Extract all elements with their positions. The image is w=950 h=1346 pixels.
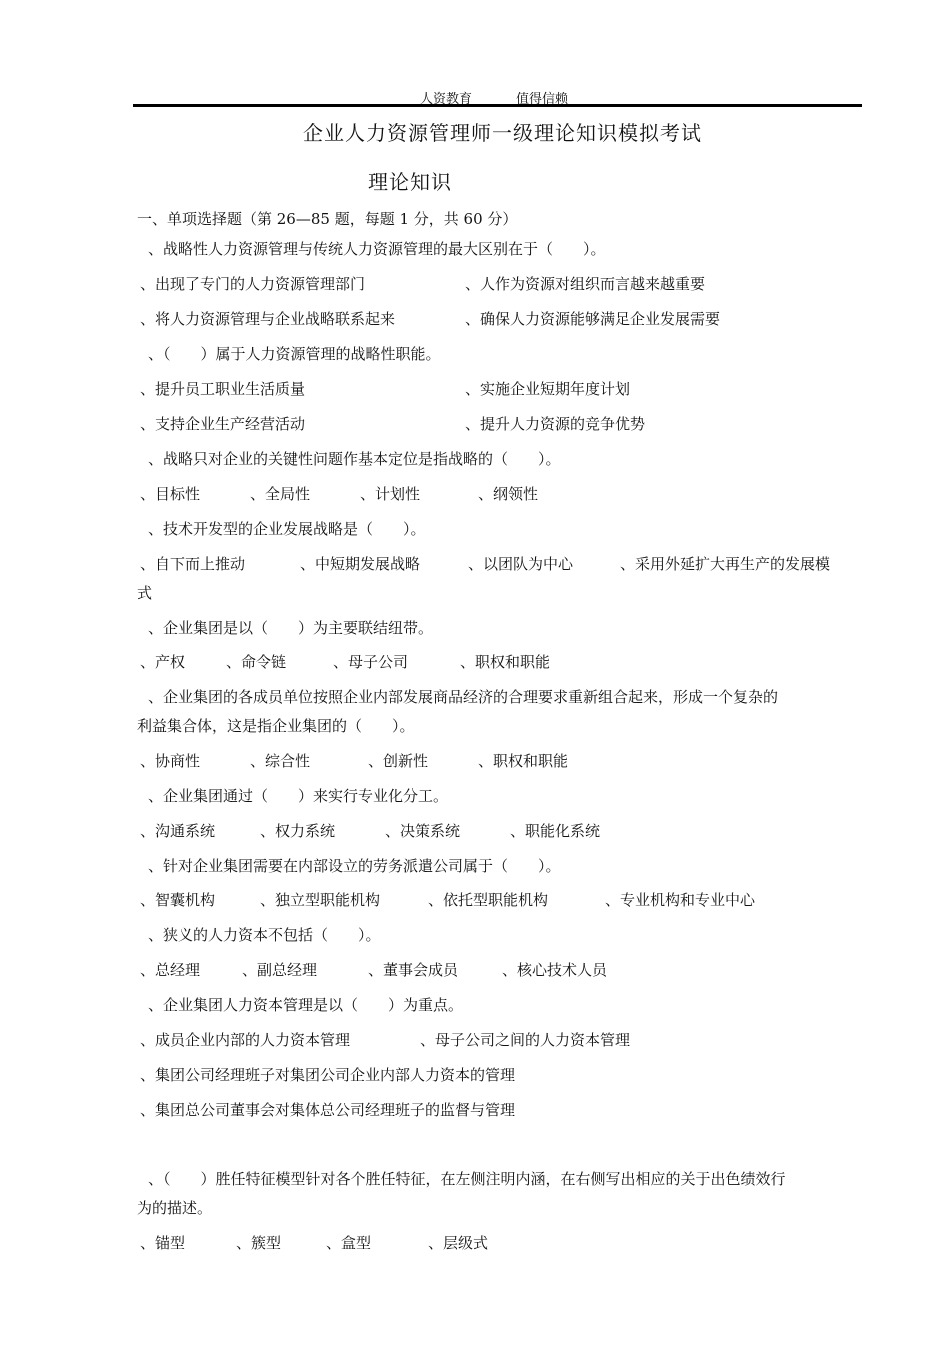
question-stem: 、企业集团的各成员单位按照企业内部发展商品经济的合理要求重新组合起来，形成一个复杂的 [148, 688, 779, 706]
option: 、层级式 [428, 1234, 489, 1252]
option: 、母子公司之间的人力资本管理 [420, 1031, 631, 1049]
header-left: 人资教育 [420, 92, 473, 107]
option: 、母子公司 [333, 653, 409, 671]
option: 、沟通系统 [140, 822, 216, 840]
question-stem: 、企业集团人力资本管理是以（ ）为重点。 [148, 996, 464, 1014]
option: 、集团公司经理班子对集团公司企业内部人力资本的管理 [140, 1066, 516, 1084]
option: 、专业机构和专业中心 [605, 891, 756, 909]
question-stem: 、战略性人力资源管理与传统人力资源管理的最大区别在于（ ）。 [148, 240, 606, 258]
option: 、全局性 [250, 485, 311, 503]
option: 、决策系统 [385, 822, 461, 840]
option: 、成员企业内部的人力资本管理 [140, 1031, 351, 1049]
option: 、自下而上推动 [140, 555, 246, 573]
option: 、以团队为中心 [468, 555, 574, 573]
header-rule [133, 104, 862, 107]
option: 、职能化系统 [510, 822, 601, 840]
option: 、确保人力资源能够满足企业发展需要 [465, 310, 721, 328]
option: 、核心技术人员 [502, 961, 608, 979]
option: 、提升员工职业生活质量 [140, 380, 306, 398]
option: 、锚型 [140, 1234, 186, 1252]
option-wrap: 式 [137, 584, 153, 602]
option: 、产权 [140, 653, 186, 671]
option: 、综合性 [250, 752, 311, 770]
option: 、依托型职能机构 [428, 891, 549, 909]
document-title: 企业人力资源管理师一级理论知识模拟考试 [303, 121, 702, 145]
option: 、职权和职能 [460, 653, 551, 671]
question-stem: 、（ ）属于人力资源管理的战略性职能。 [148, 345, 441, 363]
option: 、采用外延扩大再生产的发展模 [620, 555, 831, 573]
option: 、人作为资源对组织而言越来越重要 [465, 275, 706, 293]
question-stem-cont: 为的描述。 [137, 1199, 213, 1217]
question-stem: 、（ ）胜任特征模型针对各个胜任特征，在左侧注明内涵，在右侧写出相应的关于出色绩效行 [148, 1170, 786, 1188]
option: 、出现了专门的人力资源管理部门 [140, 275, 366, 293]
document-subtitle: 理论知识 [368, 170, 452, 194]
question-stem: 、企业集团是以（ ）为主要联结纽带。 [148, 619, 434, 637]
option: 、计划性 [360, 485, 421, 503]
option: 、总经理 [140, 961, 201, 979]
question-stem: 、企业集团通过（ ）来实行专业化分工。 [148, 787, 449, 805]
option: 、支持企业生产经营活动 [140, 415, 306, 433]
question-stem: 、技术开发型的企业发展战略是（ ）。 [148, 520, 426, 538]
option: 、职权和职能 [478, 752, 569, 770]
option: 、盒型 [326, 1234, 372, 1252]
option: 、集团总公司董事会对集体总公司经理班子的监督与管理 [140, 1101, 516, 1119]
option: 、智囊机构 [140, 891, 216, 909]
question-stem: 、针对企业集团需要在内部设立的劳务派遣公司属于（ ）。 [148, 857, 561, 875]
option: 、纲领性 [478, 485, 539, 503]
option: 、提升人力资源的竞争优势 [465, 415, 646, 433]
option: 、命令链 [226, 653, 287, 671]
option: 、权力系统 [260, 822, 336, 840]
option: 、协商性 [140, 752, 201, 770]
option: 、实施企业短期年度计划 [465, 380, 631, 398]
option: 、簇型 [236, 1234, 282, 1252]
option: 、创新性 [368, 752, 429, 770]
option: 、目标性 [140, 485, 201, 503]
question-stem-cont: 利益集合体，这是指企业集团的（ ）。 [137, 717, 415, 735]
option: 、独立型职能机构 [260, 891, 381, 909]
question-stem: 、战略只对企业的关键性问题作基本定位是指战略的（ ）。 [148, 450, 561, 468]
question-stem: 、狭义的人力资本不包括（ ）。 [148, 926, 381, 944]
option: 、将人力资源管理与企业战略联系起来 [140, 310, 396, 328]
section-heading: 一、单项选择题（第 26—85 题，每题 1 分，共 60 分） [137, 210, 518, 228]
header-right: 值得信赖 [516, 92, 569, 107]
option: 、董事会成员 [368, 961, 459, 979]
option: 、副总经理 [242, 961, 318, 979]
option: 、中短期发展战略 [300, 555, 421, 573]
